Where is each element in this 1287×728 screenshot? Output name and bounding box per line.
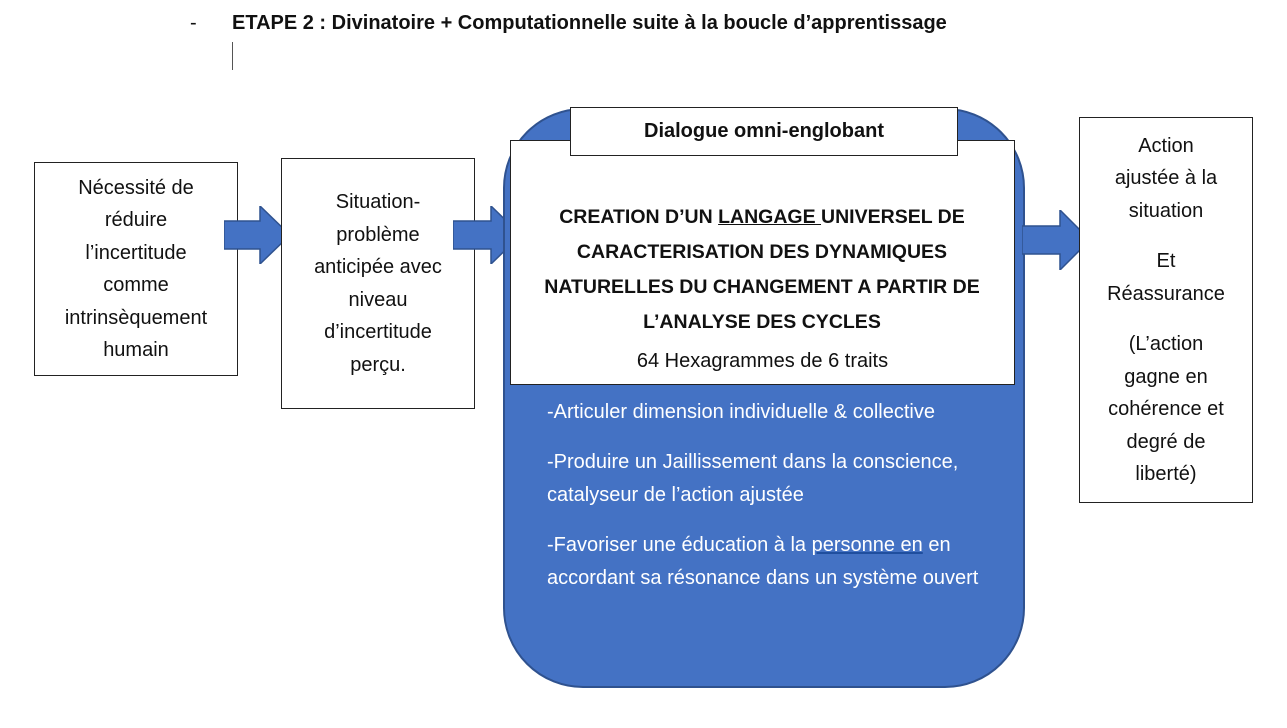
box2-line: niveau: [348, 288, 408, 311]
box1-line: réduire: [104, 209, 168, 231]
box1-line: l’incertitude: [85, 241, 187, 264]
box2-line: d’incertitude: [324, 321, 432, 343]
box3-line: liberté): [1135, 463, 1197, 485]
box3-line: Et: [1156, 250, 1176, 272]
box1-line: humain: [103, 339, 169, 361]
box3-line: gagne en: [1124, 365, 1208, 388]
step-title: [190, 12, 947, 35]
adjusted-action-box: [1079, 117, 1253, 503]
situation-problem-box: [281, 158, 475, 409]
objective-item: -Articuler dimension individuelle & collective: [547, 401, 935, 423]
objective-text-start: -Favoriser une éducation à la: [547, 534, 812, 556]
title-dash: -: [190, 12, 197, 34]
title-text: ETAPE 2 : Divinatoire + Computationnelle suite à la boucle d’apprentissage: [232, 12, 947, 34]
adjusted-action-text: [1107, 130, 1225, 491]
situation-problem-text: [314, 186, 442, 381]
box3-line: cohérence et: [1108, 398, 1224, 420]
box2-line: problème: [336, 223, 420, 246]
language-creation-text: [522, 200, 1002, 340]
text-cursor: [232, 42, 233, 70]
box3-line: ajustée à la: [1114, 167, 1218, 189]
uncertainty-need-text: [65, 172, 207, 367]
creation-text-start: CREATION D’UN: [559, 206, 719, 228]
objectives-list: [547, 396, 997, 612]
objective-item: [547, 529, 997, 595]
box2-line: anticipée avec: [314, 256, 442, 278]
creation-text-underlined: LANGAGE: [718, 206, 822, 228]
objective-text-end: en accordant sa résonance dans un système ouvert: [547, 534, 979, 589]
box2-line: perçu.: [350, 353, 406, 376]
objective-text-underlined: personne en: [811, 534, 923, 556]
box3-line: Réassurance: [1107, 282, 1225, 305]
box3-line: degré de: [1126, 430, 1206, 453]
objective-item: -Produire un Jaillissement dans la conscience, catalyseur de l’action ajustée: [547, 451, 959, 506]
hexagrams-text: 64 Hexagrammes de 6 traits: [636, 350, 889, 372]
dialogue-header-box: [570, 107, 958, 156]
spacer: [1107, 310, 1225, 328]
spacer: [1107, 227, 1225, 245]
dialogue-header-text: Dialogue omni-englobant: [644, 120, 884, 142]
creation-text-end: UNIVERSEL DE CARACTERISATION DES DYNAMIQUES NATURELLES DU CHANGEMENT A PARTIR DE L’ANALYSE DES CYCLES: [544, 206, 980, 333]
box1-line: intrinsèquement: [64, 306, 208, 329]
box3-line: Action: [1138, 134, 1194, 157]
uncertainty-need-box: [34, 162, 238, 376]
box3-line: situation: [1128, 199, 1204, 222]
box3-line: (L’action: [1128, 333, 1204, 355]
box2-line: Situation-: [335, 191, 421, 213]
box1-line: comme: [103, 274, 169, 296]
box1-line: Nécessité de: [78, 176, 194, 199]
